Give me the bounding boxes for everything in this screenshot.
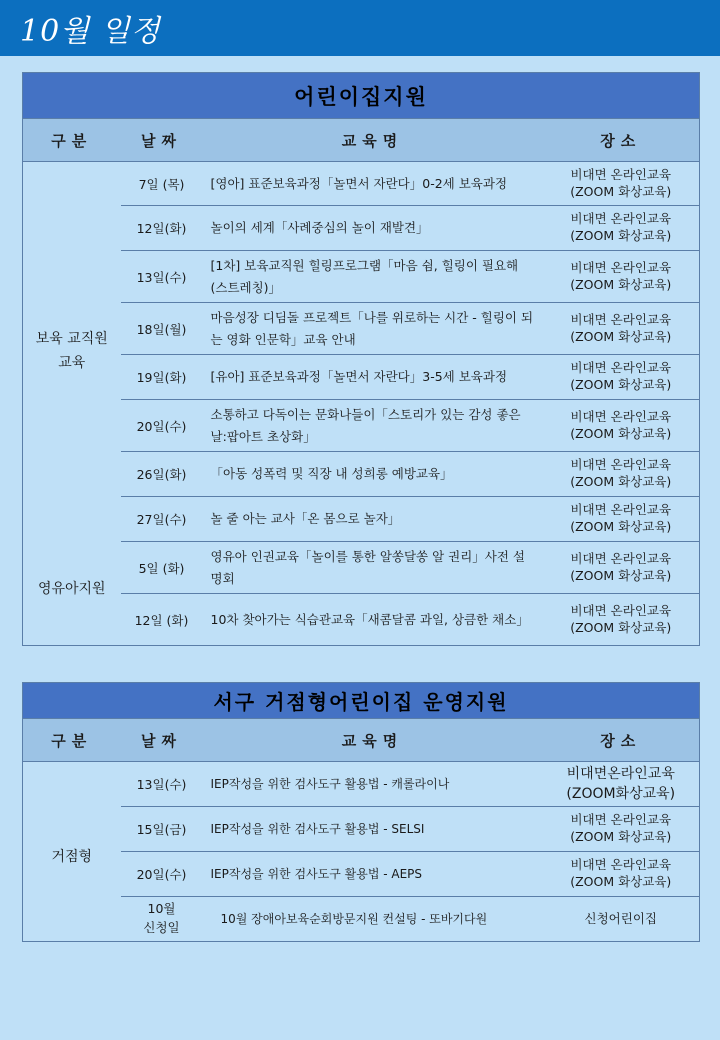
section2-title: 서구 거점형어린이집 운영지원 <box>23 683 700 719</box>
place-line: 비대면 온라인교육 <box>570 602 672 618</box>
program-cell: 영유아 인권교육「놀이를 통한 알쏭달쏭 알 권리」사전 설명회 <box>203 542 543 594</box>
date-cell: 20일(수) <box>121 400 203 452</box>
place-line: (ZOOM 화상교육) <box>570 276 672 292</box>
place-line: (ZOOM 화상교육) <box>570 874 672 889</box>
program-cell: 놀 줄 아는 교사「온 몸으로 놀자」 <box>203 497 543 542</box>
header-place: 장소 <box>543 119 700 162</box>
place-line: (ZOOM 화상교육) <box>570 619 672 635</box>
place-cell <box>543 162 700 206</box>
place-cell <box>543 762 700 807</box>
table-row <box>23 452 700 497</box>
date-cell: 12일 (화) <box>121 594 203 646</box>
header-place: 장소 <box>543 719 700 762</box>
section1-title: 어린이집지원 <box>23 73 700 119</box>
table-row <box>23 897 700 942</box>
place-line: 비대면 온라인교육 <box>570 211 672 227</box>
header-program: 교육명 <box>203 119 543 162</box>
header-program: 교육명 <box>203 719 543 762</box>
section1-header-row <box>23 119 700 162</box>
place-cell <box>543 852 700 897</box>
header-category: 구분 <box>23 719 121 762</box>
program-cell: 소통하고 다독이는 문화나들이「스토리가 있는 감성 좋은날:팝아트 초상화」 <box>203 400 543 452</box>
place-cell <box>543 251 700 303</box>
date-cell: 26일(화) <box>121 452 203 497</box>
category-cell <box>23 542 121 646</box>
table-row <box>23 807 700 852</box>
date-cell <box>121 897 203 942</box>
program-cell: [1차] 보육교직원 힐링프로그램「마음 쉼, 힐링이 필요해(스트레칭)」 <box>203 251 543 303</box>
program-cell: [유아] 표준보육과정「놀면서 자란다」3-5세 보육과정 <box>203 355 543 400</box>
section2-table <box>22 682 700 942</box>
place-line: (ZOOM 화상교육) <box>570 474 672 489</box>
program-cell: 「아동 성폭력 및 직장 내 성희롱 예방교육」 <box>203 452 543 497</box>
table-row <box>23 542 700 594</box>
place-line: 비대면 온라인교육 <box>570 360 672 376</box>
program-cell: 마음성장 디딤돌 프로젝트「나를 위로하는 시간 - 힐링이 되는 영화 인문학」교육 안내 <box>203 303 543 355</box>
date-cell: 7일 (목) <box>121 162 203 206</box>
table-row <box>23 497 700 542</box>
place-line: (ZOOM 화상교육) <box>570 377 672 392</box>
table-row <box>23 206 700 251</box>
program-cell: IEP작성을 위한 검사도구 활용법 - AEPS <box>203 852 543 897</box>
place-line: 비대면 온라인교육 <box>570 408 672 424</box>
place-line: (ZOOM 화상교육) <box>570 228 672 243</box>
place-line: 비대면 온라인교육 <box>570 550 672 566</box>
program-cell: 놀이의 세계「사례중심의 놀이 재발견」 <box>203 206 543 251</box>
table-row <box>23 400 700 452</box>
date-cell: 27일(수) <box>121 497 203 542</box>
date-cell: 18일(월) <box>121 303 203 355</box>
table-row <box>23 162 700 206</box>
place-cell <box>543 542 700 594</box>
place-cell <box>543 594 700 646</box>
date-cell: 15일(금) <box>121 807 203 852</box>
date-cell: 20일(수) <box>121 852 203 897</box>
date-cell: 5일 (화) <box>121 542 203 594</box>
place-line: 비대면 온라인교육 <box>570 457 672 473</box>
header-date: 날짜 <box>121 119 203 162</box>
program-cell: IEP작성을 위한 검사도구 활용법 - SELSI <box>203 807 543 852</box>
place-line: (ZOOM화상교육) <box>566 786 676 802</box>
date-cell: 19일(화) <box>121 355 203 400</box>
place-line: 비대면 온라인교육 <box>570 259 672 275</box>
page-header <box>0 0 720 56</box>
category-cell <box>23 762 121 942</box>
category-label: 보육 교직원 교육 <box>35 330 108 371</box>
place-line: 비대면 온라인교육 <box>570 502 672 518</box>
place-line: (ZOOM 화상교육) <box>570 328 672 344</box>
page-title: 10월 일정 <box>20 14 161 49</box>
place-line: 비대면 온라인교육 <box>570 857 672 873</box>
place-cell <box>543 400 700 452</box>
program-cell: IEP작성을 위한 검사도구 활용법 - 캐롤라이나 <box>203 762 543 807</box>
table-row <box>23 303 700 355</box>
place-cell <box>543 452 700 497</box>
section1-table <box>22 72 700 646</box>
place-line: (ZOOM 화상교육) <box>570 567 672 583</box>
category-label: 영유아지원 <box>37 580 106 597</box>
date-cell: 12일(화) <box>121 206 203 251</box>
table-row <box>23 594 700 646</box>
place-line: (ZOOM 화상교육) <box>570 183 672 199</box>
place-line: 비대면 온라인교육 <box>570 166 672 182</box>
place-line: (ZOOM 화상교육) <box>570 425 672 441</box>
category-label: 거점형 <box>51 849 93 865</box>
place-line: 비대면온라인교육 <box>566 765 675 782</box>
table-row <box>23 251 700 303</box>
place-cell <box>543 303 700 355</box>
table-row <box>23 852 700 897</box>
place-line: (ZOOM 화상교육) <box>570 519 672 534</box>
table-row <box>23 355 700 400</box>
date-line: 신청일 <box>143 920 180 935</box>
program-cell: [영아] 표준보육과정「놀면서 자란다」0-2세 보육과정 <box>203 162 543 206</box>
place-line: 비대면 온라인교육 <box>570 311 672 327</box>
date-cell: 13일(수) <box>121 251 203 303</box>
section2-header-row <box>23 719 700 762</box>
place-cell <box>543 206 700 251</box>
date-line: 10월 <box>147 901 176 917</box>
header-category: 구분 <box>23 119 121 162</box>
program-cell: 10차 찾아가는 식습관교육「새콤달콤 과일, 상큼한 채소」 <box>203 594 543 646</box>
place-cell <box>543 497 700 542</box>
category-cell <box>23 162 121 542</box>
program-cell: 10월 장애아보육순회방문지원 컨설팅 - 또바기다원 <box>203 897 543 942</box>
place-cell <box>543 355 700 400</box>
header-date: 날짜 <box>121 719 203 762</box>
place-line: 비대면 온라인교육 <box>570 812 672 828</box>
table-row <box>23 762 700 807</box>
place-cell: 신청어린이집 <box>543 897 700 942</box>
date-cell: 13일(수) <box>121 762 203 807</box>
place-line: (ZOOM 화상교육) <box>570 829 672 844</box>
place-cell <box>543 807 700 852</box>
